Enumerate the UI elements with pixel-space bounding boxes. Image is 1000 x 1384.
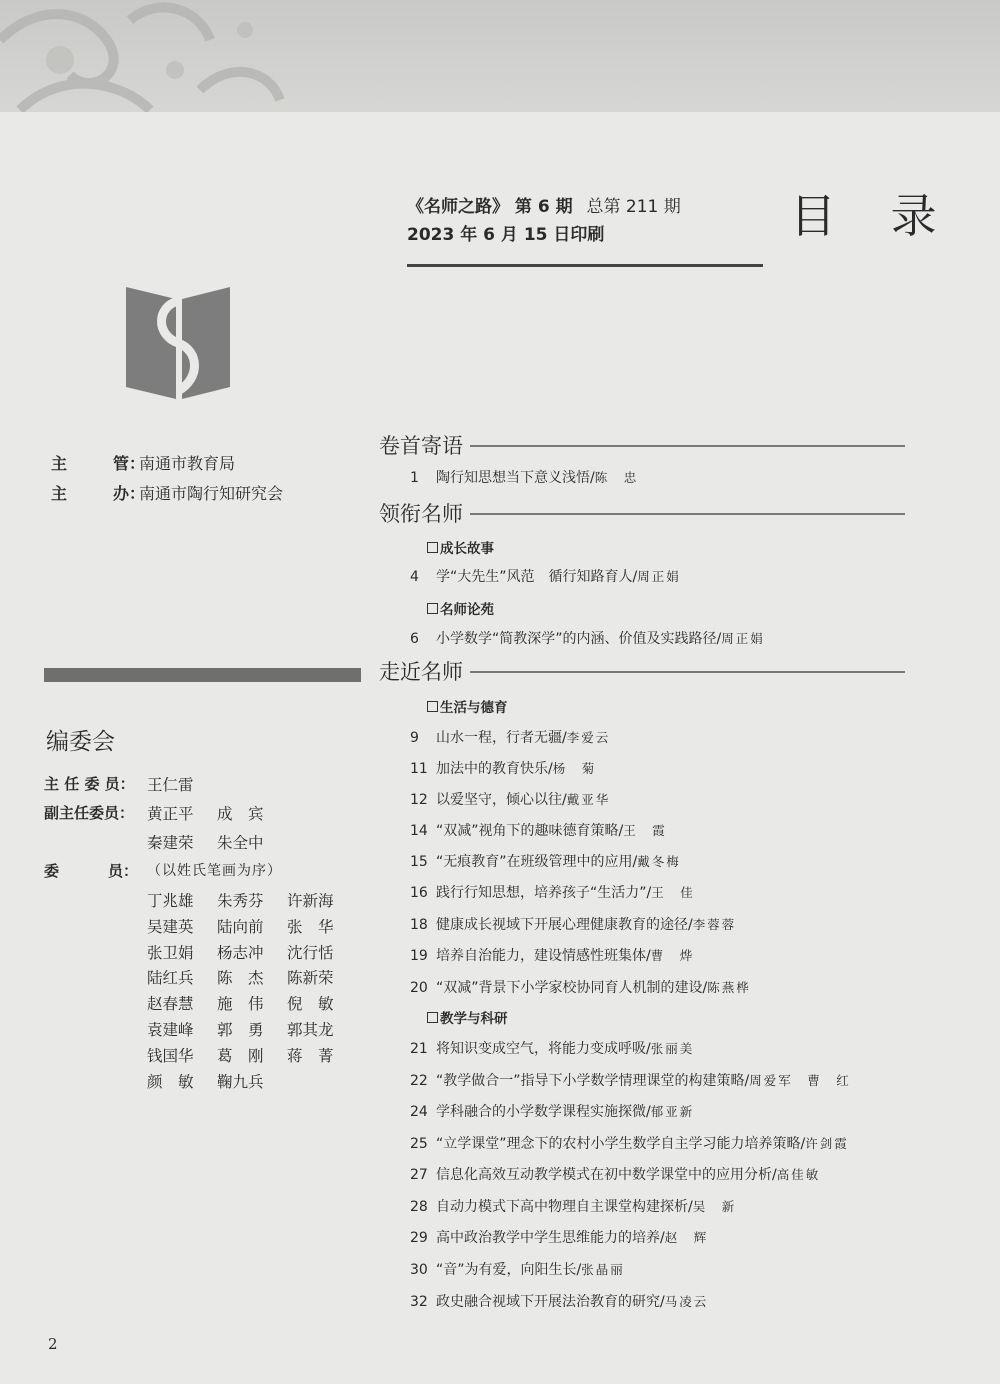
entry-title: 健康成长视域下开展心理健康教育的途径/ xyxy=(436,917,693,933)
subsection-title: 教学与科研 xyxy=(427,1007,508,1027)
entry-page-number: 16 xyxy=(410,885,428,901)
book-s-logo-icon xyxy=(126,287,232,399)
entry-title: 培养自治能力，建设情感性班集体/ xyxy=(436,948,651,964)
entry-title: “音”为有爱，向阳生长/ xyxy=(436,1262,582,1278)
board-title: 编委会 xyxy=(46,729,115,755)
entry-page-number: 4 xyxy=(410,569,419,585)
toc-entry[interactable] xyxy=(410,820,667,840)
board-member-name: 许新海 xyxy=(287,892,334,910)
board-member-name: 葛 刚 xyxy=(217,1046,264,1065)
board-member-name: 钱国华 xyxy=(147,1046,194,1065)
toc-entry[interactable] xyxy=(410,1101,694,1121)
toc-entry[interactable] xyxy=(410,566,681,586)
journal-name: 《名师之路》 xyxy=(407,197,509,217)
entry-author: 曹 烨 xyxy=(650,948,695,963)
entry-title: “无痕教育”在班级管理中的应用/ xyxy=(436,854,638,870)
entry-author: 陈 忠 xyxy=(594,470,639,485)
board-member-name: 张卫娟 xyxy=(147,943,194,962)
toc-entry[interactable] xyxy=(410,1070,851,1090)
board-member-name: 陈 杰 xyxy=(217,969,264,988)
toc-entry[interactable] xyxy=(410,727,610,747)
member-note: （以姓氏笔画为序） xyxy=(147,863,282,879)
entry-page-number: 22 xyxy=(410,1073,428,1089)
toc-entry[interactable] xyxy=(410,1038,694,1058)
entry-author: 高佳敏 xyxy=(776,1167,821,1182)
toc-entry[interactable] xyxy=(410,945,694,965)
section-rule xyxy=(470,513,905,515)
toc-entry[interactable] xyxy=(410,1227,708,1247)
entry-page-number: 11 xyxy=(410,761,428,777)
member-row xyxy=(147,941,357,963)
member-row xyxy=(147,1018,357,1040)
board-member-name: 颜 敏 xyxy=(147,1072,194,1091)
entry-page-number: 9 xyxy=(410,730,419,746)
member-row xyxy=(147,1070,287,1092)
member-row xyxy=(147,992,357,1014)
toc-entry[interactable] xyxy=(410,467,638,487)
board-member-name: 袁建峰 xyxy=(147,1021,194,1039)
toc-entry[interactable] xyxy=(410,789,610,809)
supervisor-row: 主 管：南通市教育局 xyxy=(51,454,236,473)
entry-author: 周正娟 xyxy=(637,569,681,584)
entry-author: 戴冬梅 xyxy=(637,854,681,869)
toc-entry[interactable] xyxy=(410,882,695,902)
subsection-title: 生活与德育 xyxy=(427,696,508,716)
entry-title: 高中政治教学中学生思维能力的培养/ xyxy=(436,1230,665,1246)
issue-number: 第 6 期 xyxy=(514,197,573,217)
entry-page-number: 30 xyxy=(410,1262,428,1278)
entry-title: “双减”背景下小学家校协同育人机制的建设/ xyxy=(436,980,708,996)
entry-title: 加法中的教育快乐/ xyxy=(436,761,553,777)
board-member-name: 倪 敏 xyxy=(287,995,334,1014)
entry-author: 戴亚华 xyxy=(566,792,611,807)
supervisor-name: 南通市教育局 xyxy=(139,454,236,473)
vice-director-row xyxy=(147,802,287,824)
toc-entry[interactable] xyxy=(410,914,736,934)
checkbox-square-icon xyxy=(427,542,438,553)
entry-page-number: 28 xyxy=(410,1199,428,1215)
director-label: 主 任 委 员： xyxy=(44,775,135,793)
entry-page-number: 19 xyxy=(410,948,428,964)
toc-entry[interactable] xyxy=(410,1196,736,1216)
toc-entry[interactable] xyxy=(410,1164,820,1184)
entry-page-number: 1 xyxy=(410,470,419,486)
entry-title: “教学做合一”指导下小学数学情理课堂的构建策略/ xyxy=(436,1073,750,1089)
entry-author: 郁亚新 xyxy=(650,1104,695,1119)
entry-title: 小学数学“简教深学”的内涵、价值及实践路径/ xyxy=(436,631,722,647)
toc-entry[interactable] xyxy=(410,851,681,871)
board-member-name: 吴建英 xyxy=(147,917,194,936)
subsection-title: 成长故事 xyxy=(427,537,494,557)
entry-title: 陶行知思想当下意义浅悟/ xyxy=(436,470,595,486)
entry-author: 陈燕桦 xyxy=(707,980,751,995)
entry-title: 信息化高效互动教学模式在初中数学课堂中的应用分析/ xyxy=(436,1167,777,1183)
toc-entry[interactable] xyxy=(410,628,765,648)
entry-author: 张丽美 xyxy=(650,1041,695,1056)
vice-director-row xyxy=(147,831,287,853)
board-member-name: 丁兆雄 xyxy=(147,892,194,910)
board-member-name: 成 宾 xyxy=(217,805,264,823)
toc-entry[interactable] xyxy=(410,1133,849,1153)
board-member-name: 鞠九兵 xyxy=(217,1072,264,1091)
checkbox-square-icon xyxy=(427,1012,438,1023)
entry-page-number: 24 xyxy=(410,1104,428,1120)
entry-page-number: 20 xyxy=(410,980,428,996)
toc-entry[interactable] xyxy=(410,977,751,997)
entry-author: 马凌云 xyxy=(664,1294,709,1309)
entry-page-number: 29 xyxy=(410,1230,428,1246)
entry-author: 周爱军 曹 红 xyxy=(749,1073,851,1088)
total-issue: 总第 211 期 xyxy=(586,197,681,217)
journal-logo xyxy=(126,287,232,403)
entry-title: 学科融合的小学数学课程实施探微/ xyxy=(436,1104,651,1120)
board-member-name: 施 伟 xyxy=(217,995,264,1014)
entry-page-number: 32 xyxy=(410,1294,428,1310)
member-row xyxy=(147,915,357,937)
board-member-name: 郭 勇 xyxy=(217,1021,264,1039)
toc-entry[interactable] xyxy=(410,758,596,778)
entry-title: 学“大先生”风范 循行知路育人/ xyxy=(436,569,638,585)
section-rule xyxy=(470,445,905,447)
board-member-name: 陈新荣 xyxy=(287,969,334,988)
entry-title: 政史融合视域下开展法治教育的研究/ xyxy=(436,1294,665,1310)
issue-info xyxy=(407,192,681,217)
vice-director-label: 副主任委员： xyxy=(44,804,135,822)
entry-title: 山水一程，行者无疆/ xyxy=(436,730,567,746)
subsection-title: 名师论苑 xyxy=(427,598,494,618)
entry-author: 周正娟 xyxy=(721,631,765,646)
entry-author: 吴 新 xyxy=(692,1199,737,1214)
entry-author: 王 佳 xyxy=(651,885,695,900)
entry-title: 践行行知思想，培养孩子“生活力”/ xyxy=(436,885,652,901)
sponsor-row: 主 办：南通市陶行知研究会 xyxy=(51,484,284,503)
entry-author: 赵 辉 xyxy=(664,1230,709,1245)
board-member-name: 郭其龙 xyxy=(287,1021,334,1039)
member-row xyxy=(147,1044,357,1066)
section-title: 卷首寄语 xyxy=(379,434,463,458)
section-title: 走近名师 xyxy=(379,660,463,684)
entry-title: 将知识变成空气，将能力变成呼吸/ xyxy=(436,1041,651,1057)
entry-page-number: 18 xyxy=(410,917,428,933)
board-member-name: 秦建荣 xyxy=(147,834,194,852)
board-member-name: 蒋 菁 xyxy=(287,1046,334,1065)
divider-bar xyxy=(44,668,361,682)
entry-author: 李爱云 xyxy=(566,730,611,745)
decorative-header-band xyxy=(0,0,1000,125)
board-member-name: 黄正平 xyxy=(147,805,194,823)
director-name: 王仁雷 xyxy=(147,776,194,794)
entry-author: 王 霞 xyxy=(623,823,667,838)
board-member-name: 朱秀芬 xyxy=(217,892,264,910)
board-member-name: 朱全中 xyxy=(217,834,264,852)
member-row xyxy=(147,889,357,911)
member-row xyxy=(147,966,357,988)
entry-page-number: 21 xyxy=(410,1041,428,1057)
board-member-name: 张 华 xyxy=(287,917,334,936)
section-rule xyxy=(470,671,905,673)
board-member-name: 赵春慧 xyxy=(147,995,194,1014)
toc-title: 目 录 xyxy=(790,189,957,243)
member-label: 委 员： xyxy=(44,862,139,880)
entry-page-number: 6 xyxy=(410,631,419,647)
toc-entry[interactable] xyxy=(410,1291,708,1311)
board-member-name: 陆向前 xyxy=(217,917,264,936)
entry-title: 自动力模式下高中物理自主课堂构建探析/ xyxy=(436,1199,693,1215)
board-member-name: 杨志冲 xyxy=(217,943,264,962)
ornament-pattern xyxy=(0,0,1000,125)
toc-entry[interactable] xyxy=(410,1259,625,1279)
entry-page-number: 25 xyxy=(410,1136,428,1152)
entry-author: 杨 菊 xyxy=(552,761,597,776)
entry-page-number: 14 xyxy=(410,823,428,839)
section-title: 领衔名师 xyxy=(379,502,463,526)
checkbox-square-icon xyxy=(427,603,438,614)
entry-page-number: 27 xyxy=(410,1167,428,1183)
entry-title: “立学课堂”理念下的农村小学生数学自主学习能力培养策略/ xyxy=(436,1136,806,1152)
board-member-name: 沈行恬 xyxy=(287,943,334,962)
entry-author: 许剑霞 xyxy=(805,1136,849,1151)
sponsor-name: 南通市陶行知研究会 xyxy=(139,484,284,503)
entry-author: 李蓉蓉 xyxy=(692,917,737,932)
entry-title: “双减”视角下的趣味德育策略/ xyxy=(436,823,624,839)
checkbox-square-icon xyxy=(427,701,438,712)
board-member-name: 陆红兵 xyxy=(147,969,194,988)
header-rule xyxy=(407,264,763,267)
entry-author: 张晶丽 xyxy=(581,1262,625,1277)
entry-page-number: 15 xyxy=(410,854,428,870)
entry-page-number: 12 xyxy=(410,792,428,808)
entry-title: 以爱坚守，倾心以往/ xyxy=(436,792,567,808)
print-date: 2023 年 6 月 15 日印刷 xyxy=(407,225,605,245)
page-number: 2 xyxy=(48,1335,58,1353)
